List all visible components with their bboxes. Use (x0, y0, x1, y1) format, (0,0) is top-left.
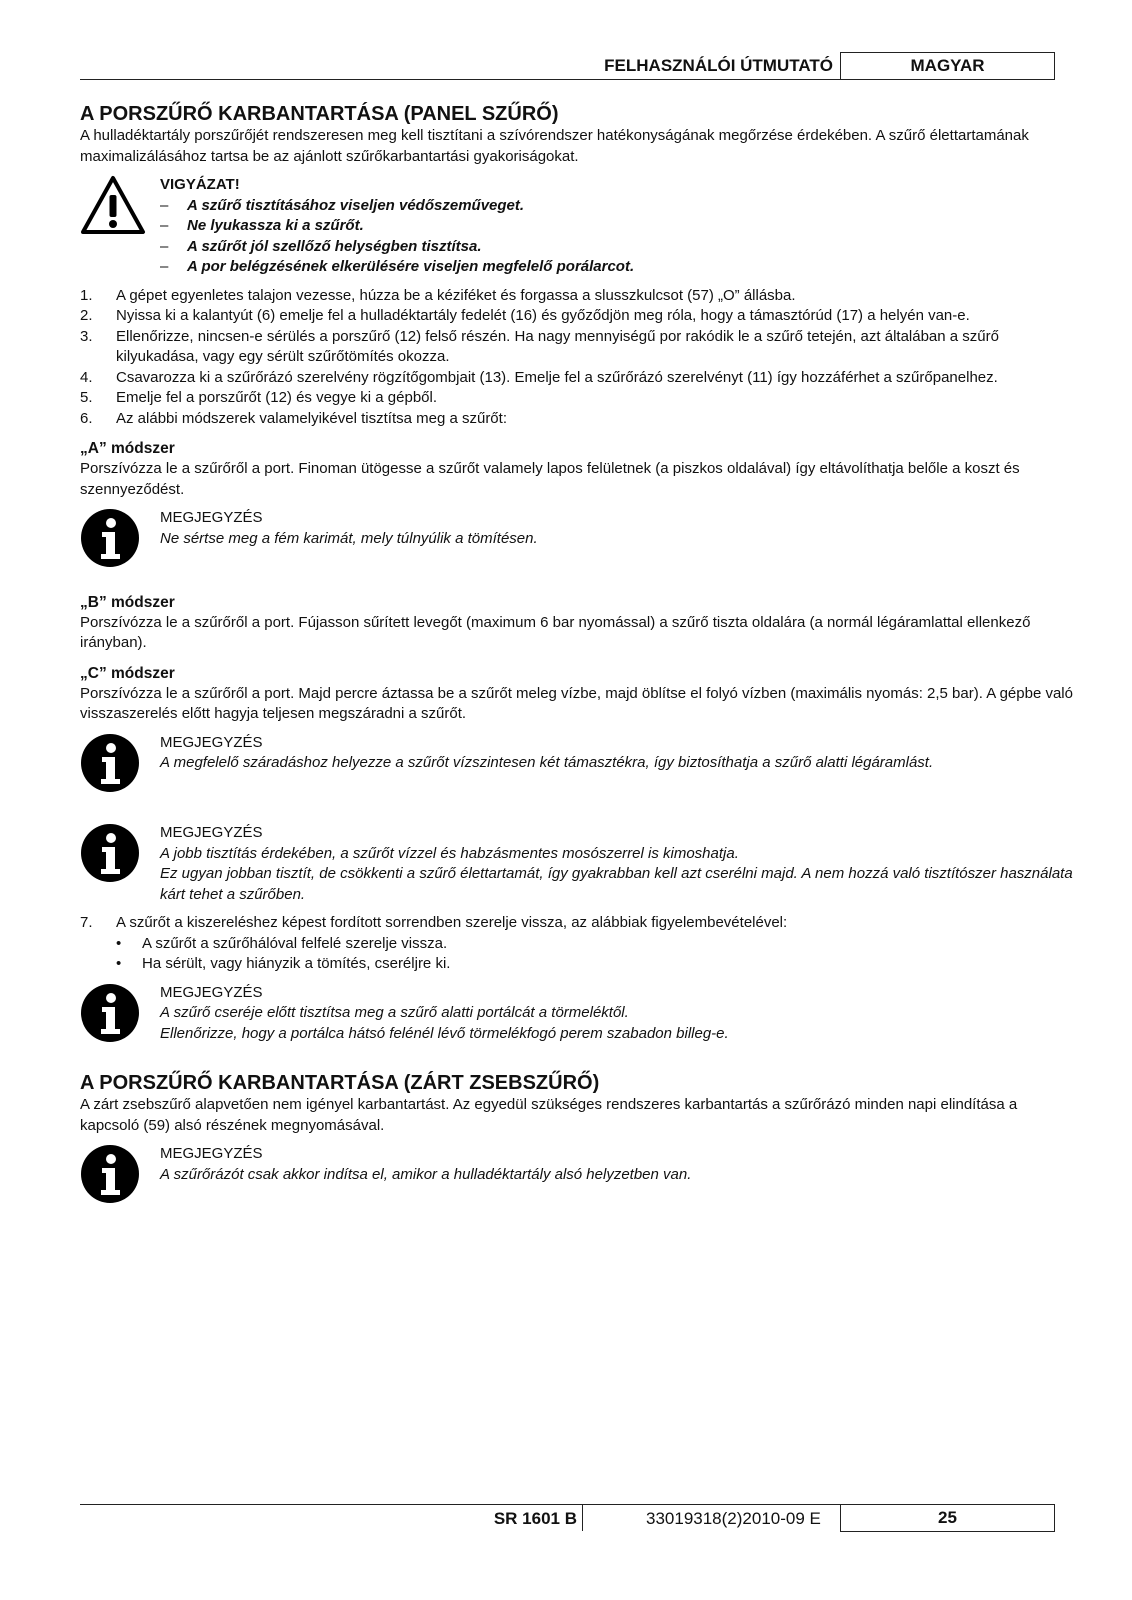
bullet-item: • Ha sérült, vagy hiányzik a tömítés, cseréljre ki. (116, 955, 451, 972)
section2-intro: A zárt zsebszűrő alapvetően nem igényel karbantartást. Az egyedül szükséges rendszeres karbantartás a szűrőrázó minden napi elindítása a kapcsoló (59) alsó részének megnyomásával. (80, 1096, 1018, 1134)
note-label: MEGJEGYZÉS (160, 983, 263, 1001)
warning-item: – A por belégzésének elkerülésére viseljen megfelelő porálarcot. (160, 258, 635, 275)
footer-model: SR 1601 B (493, 1509, 577, 1528)
info-icon (80, 823, 160, 905)
warning-item: – Ne lyukassza ki a szűrőt. (160, 217, 364, 234)
note-text: A megfelelő száradáshoz helyezze a szűrőt vízszintesen két támasztékra, így biztosíthatja a szűrő alatti légáramlást. (160, 754, 934, 771)
note-label: MEGJEGYZÉS (160, 733, 263, 751)
bullet-item: • A szűrőt a szűrőhálóval felfelé szerelje vissza. (116, 934, 448, 952)
note-label: MEGJEGYZÉS (160, 1145, 263, 1162)
steps-list (80, 913, 1075, 934)
info-icon (80, 508, 160, 575)
note-text: A szűrőrázót csak akkor indítsa el, amikor a hulladéktartály alsó helyzetben van. (160, 1165, 692, 1183)
page-header (80, 52, 1055, 80)
method-b-title: „B” módszer (80, 593, 175, 611)
note-block (80, 823, 1075, 905)
warning-item: – A szűrő tisztításához viseljen védőszeműveget. (160, 196, 525, 214)
note-block (80, 733, 1075, 800)
footer-page-number: 25 (840, 1505, 1055, 1532)
note-block (80, 1144, 1075, 1211)
note-text: Ez ugyan jobban tisztít, de csökkenti a szűrő élettartamát, így gyakrabban kell azt cserélni majd. A nem hozzá való tisztítószer használata kárt tehet a szűrőben. (160, 865, 1073, 903)
info-icon (80, 1144, 160, 1211)
footer-doc-code: 33019318(2)2010-09 E (646, 1509, 821, 1528)
note-text: Ne sértse meg a fém karimát, mely túlnyúlik a tömítésen. (160, 529, 538, 547)
footer-divider (582, 1505, 583, 1531)
step-item: 6. Az alábbi módszerek valamelyikével tisztítsa meg a szűrőt: (80, 409, 507, 427)
step-item: 7. A szűrőt a kiszereléshez képest fordított sorrendben szerelje vissza, az alábbiak figyelembevételével: (80, 914, 788, 931)
header-language: MAGYAR (840, 52, 1055, 79)
step-item: 1. A gépet egyenletes talajon vezesse, húzza be a kéziféket és forgassa a slusszkulcsot (57) „O” állásba. (80, 286, 796, 304)
note-label: MEGJEGYZÉS (160, 509, 263, 526)
note-text: Ellenőrizze, hogy a portálca hátsó felénél lévő törmelékfogó perem szabadon billeg-e. (160, 1024, 729, 1042)
warning-item: – A szűrőt jól szellőző helységben tisztítsa. (160, 237, 482, 255)
steps-list (80, 286, 1075, 430)
warning-triangle-icon (80, 175, 160, 278)
header-guide-title: FELHASZNÁLÓI ÚTMUTATÓ (604, 56, 833, 75)
note-block (80, 983, 1075, 1050)
note-text: A szűrő cseréje előtt tisztítsa meg a szűrő alatti portálcát a törmeléktől. (160, 1004, 629, 1021)
page-footer (80, 1504, 1055, 1533)
note-label: MEGJEGYZÉS (160, 824, 263, 841)
page-content (80, 102, 1075, 1219)
warning-title: VIGYÁZAT! (160, 176, 240, 193)
method-a-title: „A” módszer (80, 440, 175, 457)
method-a-text: Porszívózza le a szűrőről a port. Finoman ütögesse a szűrőt valamely lapos felületnek (a piszkos oldalával) így eltávolíthatja belőle a koszt és szennyeződést. (80, 460, 1020, 498)
method-b-text: Porszívózza le a szűrőről a port. Fújasson sűrített levegőt (maximum 6 bar nyomással) a szűrő tiszta oldalára (a normál légáramlattal ellenkező irányban). (80, 613, 1031, 651)
section1-intro: A hulladéktartály porszűrőjét rendszeresen meg kell tisztítani a szívórendszer hatékonyságának megőrzése érdekében. A szűrő élettartamának maximalizálásához tartsa be az ajánlott szűrőkarbantartási gyakoriságokat. (80, 127, 1029, 165)
note-text: A jobb tisztítás érdekében, a szűrőt vízzel és habzásmentes mosószerrel is kimoshatja. (160, 844, 739, 862)
warning-block (80, 175, 1075, 278)
step-item: 3. Ellenőrizze, nincsen-e sérülés a porszűrő (12) felső részén. Ha nagy mennyiségű por rakódik le a szűrő tetején, azt általában a szűrő kilyukadása, vagy egy sérült szűrőtömítés okozza. (80, 327, 999, 365)
step-item: 2. Nyissa ki a kalantyút (6) emelje fel a hulladéktartály fedelét (16) és győződjön meg róla, hogy a támasztórúd (17) a helyén van-e. (80, 307, 970, 324)
section2-title: A PORSZŰRŐ KARBANTARTÁSA (ZÁRT ZSEBSZŰRŐ) (80, 1072, 600, 1094)
section1-title: A PORSZŰRŐ KARBANTARTÁSA (PANEL SZŰRŐ) (80, 103, 559, 125)
step-item: 4. Csavarozza ki a szűrőrázó szerelvény rögzítőgombjait (13). Emelje fel a szűrőrázó szerelvényt (11) így hozzáférhet a szűrőpanelhez. (80, 368, 998, 386)
info-icon (80, 733, 160, 800)
method-c-text: Porszívózza le a szűrőről a port. Majd percre áztassa be a szűrőt meleg vízbe, majd öblítse el folyó vízben (maximális nyomás: 2,5 bar). A gépbe való visszaszerelés előtt hagyja teljesen megszáradni a szűrőt. (80, 684, 1073, 722)
note-block (80, 508, 1075, 575)
method-c-title: „C” módszer (80, 664, 175, 682)
step-item: 5. Emelje fel a porszűrőt (12) és vegye ki a gépből. (80, 389, 437, 406)
info-icon (80, 983, 160, 1050)
